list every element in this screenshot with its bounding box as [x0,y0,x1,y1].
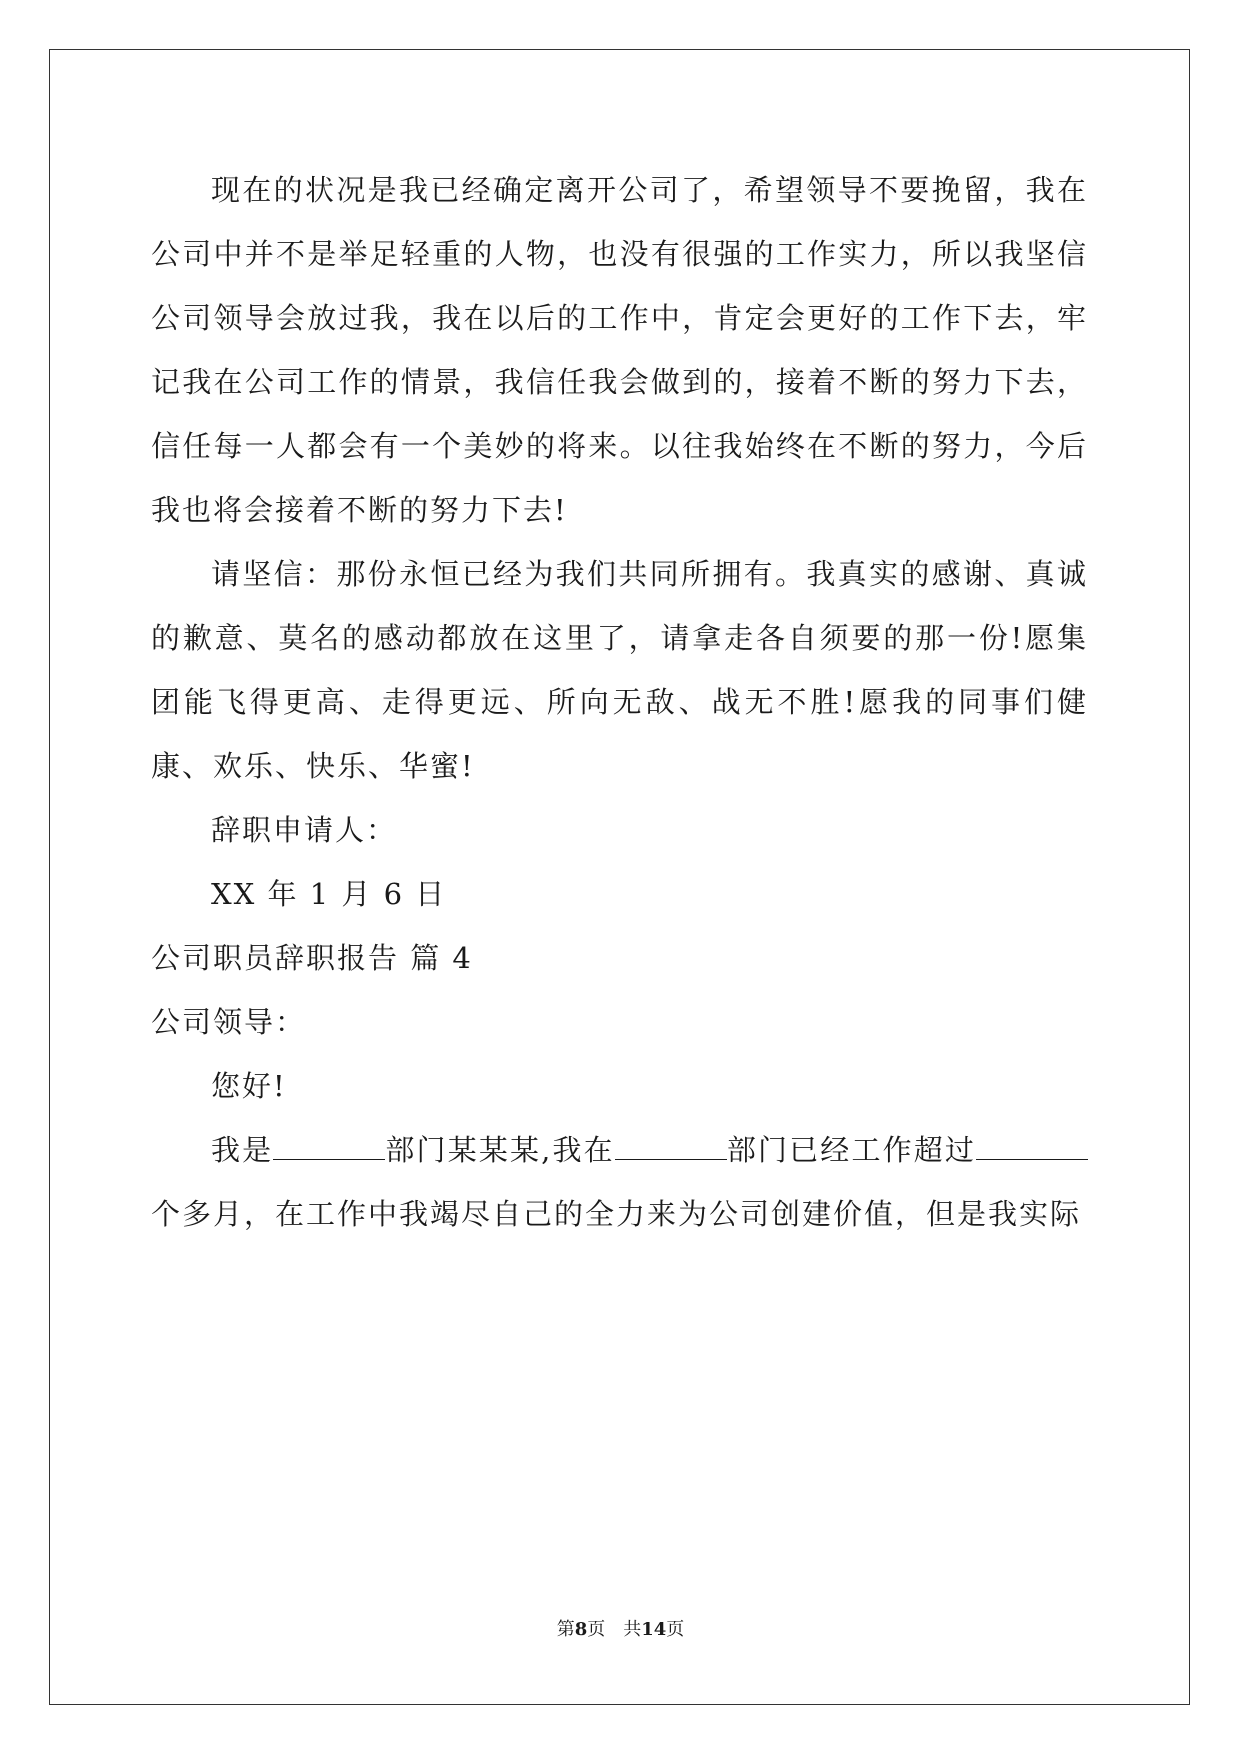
salutation: 公司领导： [151,1005,307,1039]
footer-mid: 页 共 [587,1619,642,1640]
paragraph-2: 请坚信：那份永恒已经为我们共同所拥有。我真实的感谢、真诚的歉意、莫名的感动都放在这里了，请拿走各自须要的那一份!愿集团能飞得更高、走得更远、所向无敌、战无不胜!愿我的同事们健康、欢乐、快乐、华蜜! [151,557,1088,783]
paragraph-3 [151,1118,1088,1246]
paragraph-1: 现在的状况是我已经确定离开公司了，希望领导不要挽留，我在公司中并不是举足轻重的人物，也没有很强的工作实力，所以我坚信公司领导会放过我，我在以后的工作中，肯定会更好的工作下去，牢记我在公司工作的情景，我信任我会做到的，接着不断的努力下去，信任每一人都会有一个美妙的将来。以往我始终在不断的努力，今后我也将会接着不断的努力下去! [151,173,1088,527]
text-segment: 我是 [211,1133,274,1167]
date-line: XX 年 1 月 6 日 [211,877,447,911]
text-segment: 部门某某某,我在 [385,1133,615,1167]
blank-underline [273,1135,385,1160]
page-footer [0,1615,1241,1641]
page-number: 8 [574,1619,588,1640]
blank-underline [615,1135,727,1160]
greeting: 您好! [211,1069,287,1103]
text-segment: 个多月，在工作中我竭尽自己的全力来为公司创建价值，但是我实际 [151,1197,1082,1231]
text-segment: 部门已经工作超过 [726,1133,976,1167]
blank-underline [976,1135,1088,1160]
footer-prefix: 第 [556,1619,575,1640]
section-title: 公司职员辞职报告 篇 4 [151,941,473,975]
total-pages: 14 [641,1619,667,1640]
footer-suffix: 页 [666,1619,685,1640]
document-body [151,158,1088,1246]
signer-label: 辞职申请人： [211,813,398,847]
